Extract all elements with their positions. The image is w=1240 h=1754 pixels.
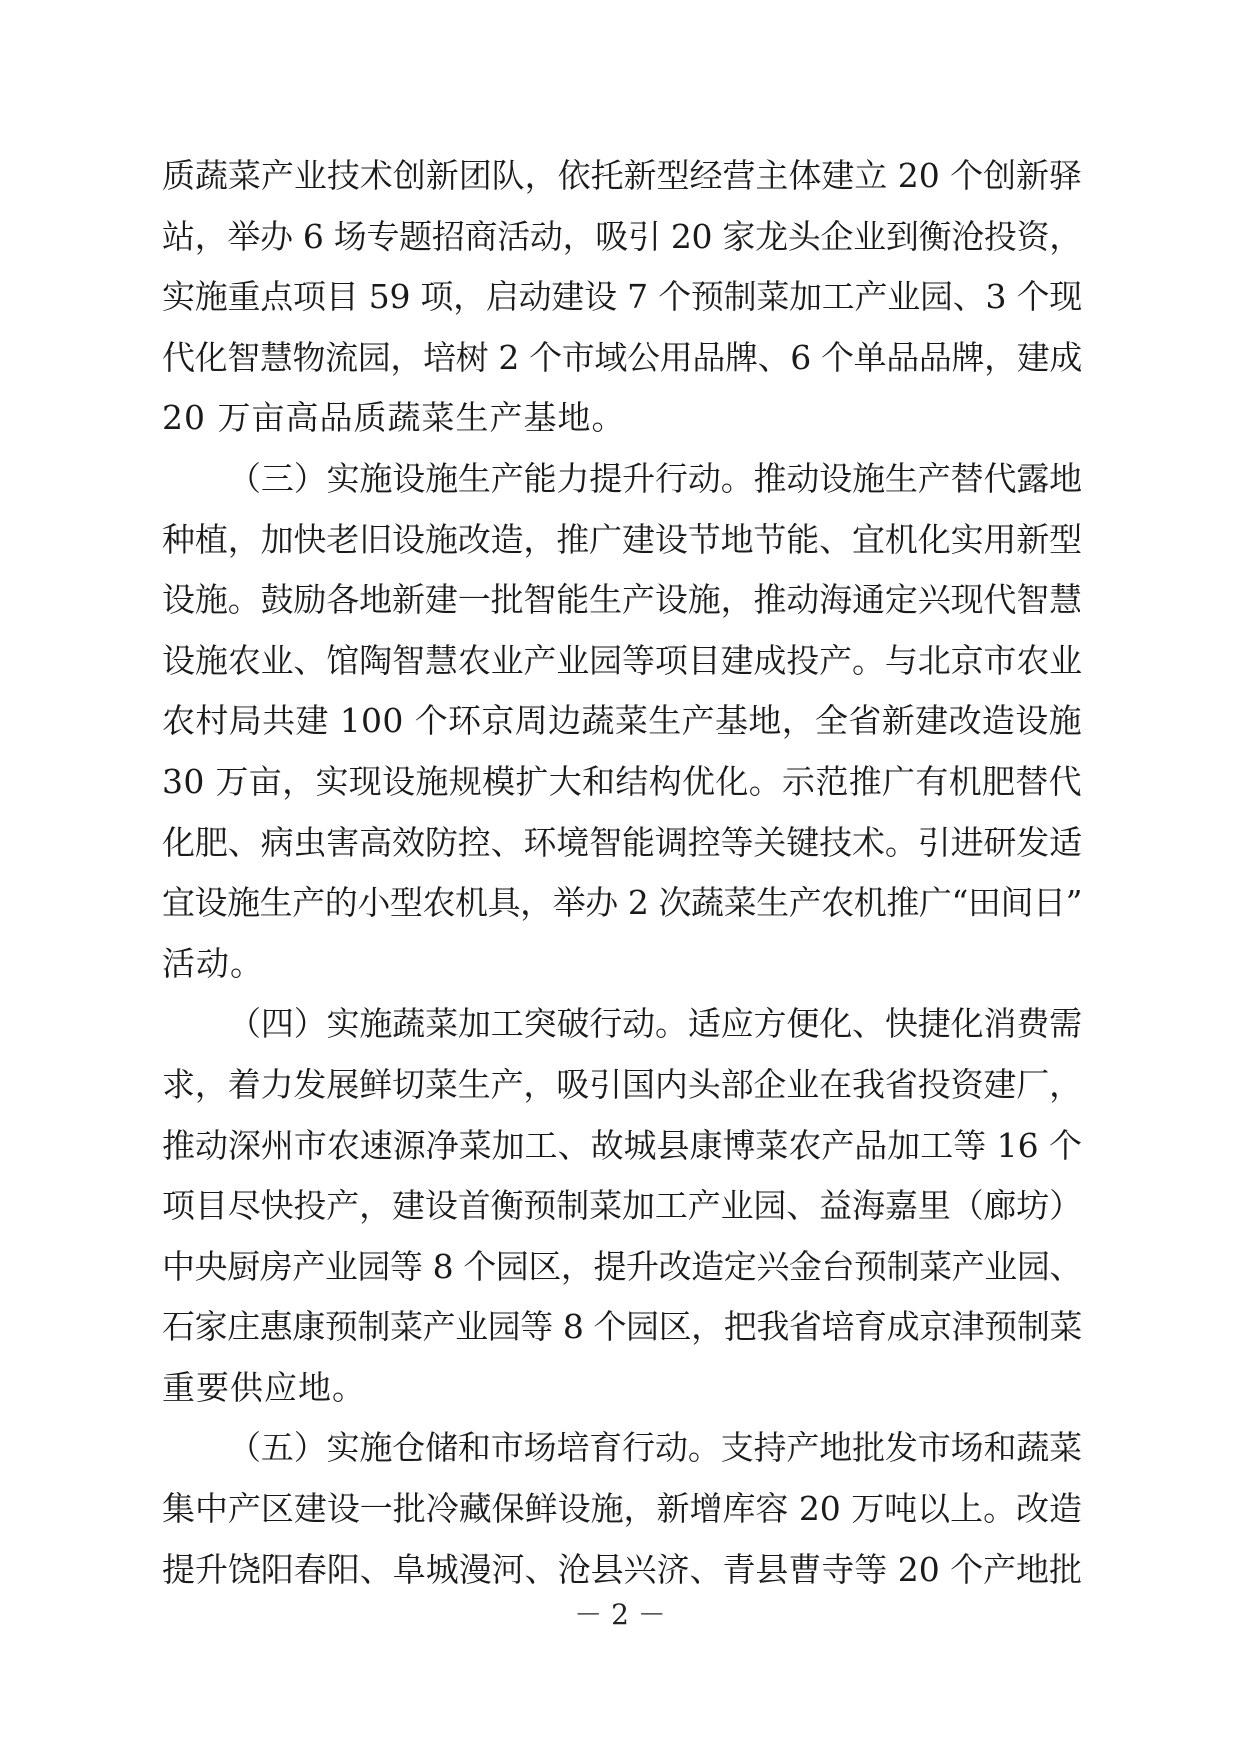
page-number: － 2 －: [574, 1598, 666, 1631]
text-line: 宜设施生产的小型农机具，举办 2 次蔬菜生产农机推广“田间日”: [162, 883, 1082, 923]
text-line: 求，着力发展鲜切菜生产，吸引国内头部企业在我省投资建厂，: [162, 1064, 1083, 1104]
text-line: 活动。: [162, 943, 264, 983]
text-line: 实施重点项目 59 项，启动建设 7 个预制菜加工产业园、3 个现: [162, 277, 1082, 317]
text-line: 提升饶阳春阳、阜城漫河、沧县兴济、青县曹寺等 20 个产地批: [162, 1549, 1082, 1589]
text-line: 设施。鼓励各地新建一批智能生产设施，推动海通定兴现代智慧: [162, 580, 1083, 620]
text-line: 农村局共建 100 个环京周边蔬菜生产基地，全省新建改造设施: [162, 701, 1082, 741]
section-four-first-line: （四）实施蔬菜加工突破行动。适应方便化、快捷化消费需: [228, 1004, 1083, 1044]
text-line: 中央厨房产业园等 8 个园区，提升改造定兴金台预制菜产业园、: [162, 1246, 1082, 1286]
section-heading: （五）实施仓储和市场培育行动。: [228, 1428, 721, 1468]
text-line: 20 万亩高品质蔬菜生产基地。: [162, 398, 626, 438]
text-line: 项目尽快投产，建设首衡预制菜加工产业园、益海嘉里（廊坊）: [162, 1186, 1083, 1226]
section-heading: （三）实施设施生产能力提升行动。: [228, 458, 754, 498]
text-line: 30 万亩，实现设施规模扩大和结构优化。示范推广有机肥替代: [162, 761, 1082, 801]
section-heading: （四）实施蔬菜加工突破行动。: [228, 1004, 688, 1044]
text-line: 集中产区建设一批冷藏保鲜设施，新增库容 20 万吨以上。改造: [162, 1489, 1082, 1529]
section-five-first-line: （五）实施仓储和市场培育行动。支持产地批发市场和蔬菜: [228, 1428, 1083, 1468]
text-line: 石家庄惠康预制菜产业园等 8 个园区，把我省培育成京津预制菜: [162, 1307, 1082, 1347]
text-line: 推动深州市农速源净菜加工、故城县康博菜农产品加工等 16 个: [162, 1125, 1082, 1165]
text-line: 站，举办 6 场专题招商活动，吸引 20 家龙头企业到衡沧投资，: [162, 216, 1082, 256]
text-line: 代化智慧物流园，培树 2 个市域公用品牌、6 个单品品牌，建成: [162, 337, 1082, 377]
text-line: 设施农业、馆陶智慧农业产业园等项目建成投产。与北京市农业: [162, 640, 1083, 680]
text-line: 化肥、病虫害高效防控、环境智能调控等关键技术。引进研发适: [162, 822, 1083, 862]
text-line: 质蔬菜产业技术创新团队，依托新型经营主体建立 20 个创新驿: [162, 156, 1082, 195]
section-three-first-line: （三）实施设施生产能力提升行动。推动设施生产替代露地: [228, 458, 1083, 498]
text-line: 重要供应地。: [162, 1367, 366, 1407]
body-text: [162, 152, 1082, 1606]
text-line: 种植，加快老旧设施改造，推广建设节地节能、宜机化实用新型: [162, 519, 1083, 559]
